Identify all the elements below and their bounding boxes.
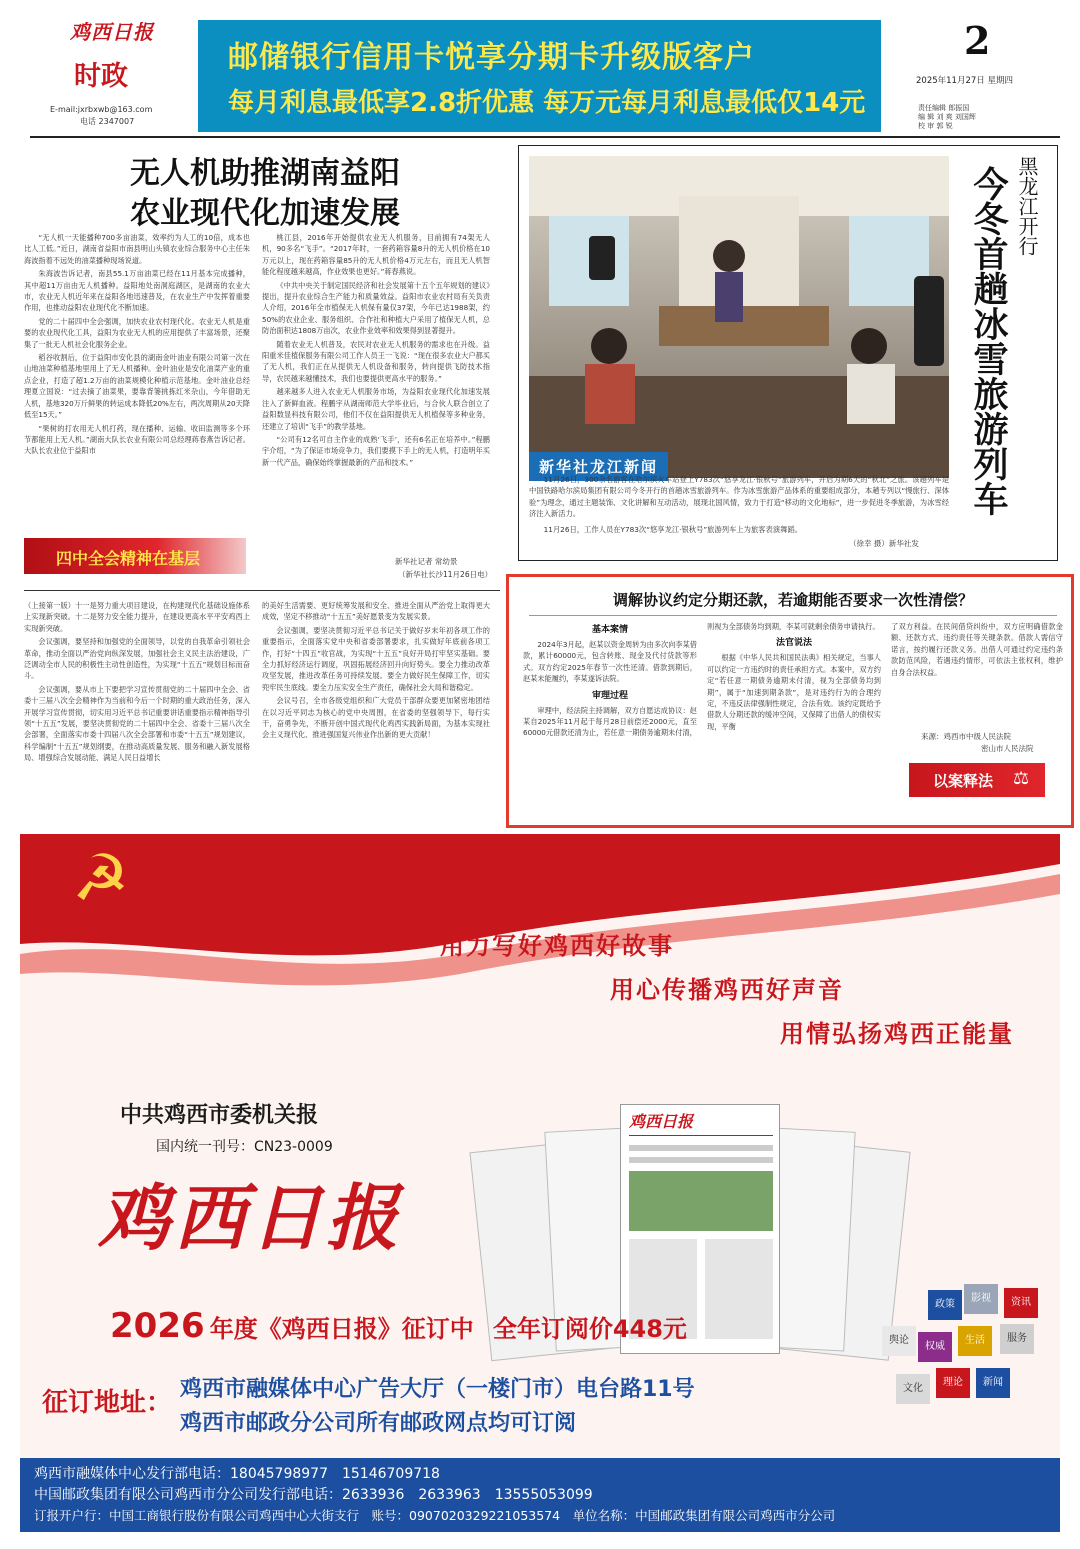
paragraph: 越来越多人进入农业无人机服务市场，为益阳农业现代化加速发展注入了新鲜血液。程鹏宇从湖南师范大学毕业后，与合伙人联合创立了益阳数显科技有限公司，他们不仅在益阳提供无人机植保等多种业务，还建立了培训“飞手”的教学基地。: [262, 387, 490, 431]
footer-line-3: 订报开户行：中国工商银行股份有限公司鸡西中心大街支行 账号：0907020329221053574 单位名称：中国邮政集团有限公司鸡西市分公司: [34, 1508, 836, 1523]
cube-tile: 政策: [928, 1290, 962, 1320]
cube-tile: 权威: [918, 1332, 952, 1362]
article1-column-2: [262, 232, 490, 554]
banner-label: 四中全会精神在基层: [56, 549, 201, 568]
legal-column-1: [523, 621, 697, 821]
train-interior-image: [529, 156, 949, 478]
address-line-1: 鸡西市融媒体中心广告大厅（一楼门市）电台路11号: [180, 1377, 695, 1402]
legal-headline-rule: [529, 615, 1057, 616]
article1-column-1: [24, 232, 250, 532]
paragraph: 桃江县，2016年开始提供农业无人机服务，目前拥有74架无人机，90多名“飞手”。“2017年时，一套药箱容量8升的无人机价格在10万元以上，现在药箱容量85升的无人机价格4万元左右，而且无人机智能化程度越来越高，作业效果也更好。”蒋春燕说。: [262, 233, 490, 277]
article2-column-2: [262, 600, 490, 820]
newspaper-stack: [470, 1104, 900, 1404]
article1-dateline: （新华社长沙11月26日电）: [398, 570, 493, 579]
paragraph: 会议强调，要坚决贯彻习近平总书记关于做好岁末年初各项工作的重要指示，全面落实党中央和省委部署要求，扎实做好年底前各项工作，打好“十四五”收官战，为实现“十五五”良好开局打牢坚实基础。要全力抓好经济运行调度，巩固拓展经济回升向好势头。要全力推动改革攻坚发展，推进改革任务可持续发展。要全力做好民生保障工作，切实兜牢民生底线。要全力压实安全生产责任，确保社会大局和谐稳定。: [262, 625, 490, 692]
article1-byline: 新华社记者 常幼景: [395, 557, 458, 566]
masthead-email: E-mail:jxrbxwb@163.com: [50, 105, 153, 114]
paragraph: 的美好生活需要、更好统筹发展和安全、推进全面从严治党上取得更大成效，坚定不移推动“十五五”美好愿景变为发展实景。: [262, 601, 490, 622]
paragraph: “公司有12名可自主作业的成熟‘飞手’，还有6名正在培养中。”程鹏宇介绍，“为了保证市场竞争力，我们要摸下手上的无人机，打造明年买新一代产品，确保始终掌握最新的产品和技术。”: [262, 434, 490, 467]
paragraph: 稻谷收割后，位于益阳市安化县的湖南金叶油业有限公司第一次在山地油菜种植基地里用上了无人机播种。金叶油业是安化油菜产业的重点企业，打造了超1.2万亩的油菜规模化种植示范基地。金叶油业总经理夏立国说：“过去摘了油菜果，要靠背篓挑拣红米杂山，今年借助无人机，基地320万斤鲜果的转运成本降低20%左右，两次周期从20天降低至15天。”: [24, 353, 250, 420]
paragraph: 会议号召，全市各级党组织和广大党员干部群众要更加紧密地团结在以习近平同志为核心的党中央周围，在省委的坚强领导下，每行实干，奋勇争先，不断开创中国式现代化鸡西实践新局面，为基本实现社会主义现代化、推进强国复兴伟业作出新的更大贡献！: [262, 696, 490, 740]
paragraph: 根据《中华人民共和国民法典》相关规定，当事人可以约定一方违约时的责任承担方式。本案中，双方约定“若任意一期债务逾期未付清，视为全部债务均到期”，属于“加速到期条款”，是对违约行为的合理约定，不违反法律强制性规定，合法有效。该约定既给予借款人分期还款的缓冲空间，又保障了出借人的债权实现，平衡: [707, 653, 881, 731]
paragraph: 2024年3月起，赵某以资金周转为由多次向李某借款，累计60000元，包含转账、现金及代付货款等形式。双方约定2025年春节一次性还清。借款到期后，赵某未能履约，李某遂诉法院。: [523, 640, 697, 684]
cube-tile: 影视: [964, 1284, 998, 1314]
cube-tile: 服务: [1000, 1324, 1034, 1354]
paragraph: （上接第一版）十一是努力重大项目建设，在构建现代化基础设施体系上实现新突破。十二是努力安全能力提升，在建设更高水平平安鸡西上实现新突破。: [24, 601, 250, 633]
ad-banner[interactable]: [198, 20, 881, 132]
section-title: 法官说法: [775, 638, 812, 649]
paragraph: 会议强调，要从市上下要把学习宣传贯彻党的二十届四中全会、省委十三届八次全会精神作为当前和今后一个时期的重大政治任务，深入开展学习宣传贯彻，切实用习近平总书记重要讲话重要指示精神指导引领“十五五”发展，要坚决贯彻党的二十届四中全会、省委十三届八次全会部署，全面落实市委十四届八次全会部署和市委“十五五”规划建议，科学编制“十五五”规划纲要，在推动高质量发展、服务和融入新发展格局、增强综合发展动能、满足人民日益增长: [24, 684, 250, 763]
section-title: 审理过程: [591, 690, 628, 701]
article2-rule: [24, 590, 500, 591]
cube-tile: 文化: [896, 1374, 930, 1404]
address-line-2: 鸡西市邮政分公司所有邮政网点均可订阅: [180, 1411, 577, 1436]
article1-headline: [105, 154, 425, 234]
footer-line-2: 中国邮政集团有限公司鸡西市分公司发行部电话：2633936 2633963 13555053099: [34, 1487, 593, 1503]
subscribe-price: 全年订阅价448元: [492, 1315, 687, 1343]
promo-org: 中共鸡西市委机关报: [120, 1103, 319, 1128]
legal-box: [506, 574, 1074, 828]
paragraph: 《中共中央关于制定国民经济和社会发展第十五个五年规划的建议》提出，提升农业综合生产能力和质量效益。益阳市农业农村局有关负责人介绍，2016年全市植保无人机保有量仅37架，今年已达1988架，约50%的农业企业、服务组织、合作社和种植大户采用了植保无人机，总防治面积达1808万亩次，农业作业效率和效果得到显著提升。: [262, 280, 490, 336]
media-cube: [872, 1284, 1052, 1444]
photo-source-label: 新华社龙江新闻: [529, 452, 668, 481]
issue-date: 2025年11月27日 星期四: [916, 76, 1013, 86]
legal-headline: 调解协议约定分期还款，若逾期能否要求一次性清偿？: [612, 591, 973, 609]
page-number: 2: [964, 18, 991, 63]
masthead-phone: 电话 2347007: [80, 117, 135, 126]
paragraph: 则视为全部债务均到期，李某可就剩余债务申请执行。: [707, 622, 880, 631]
headline-line-1: 无人机助推湖南益阳: [130, 156, 400, 191]
paragraph: 会议强调，要坚持和加强党的全面领导，以党的自我革命引领社会革命，推动全面以严治党向纵深发展，加强社会主义民主法治建设，广泛调动全市人民的积极性主动性创造性，为实现“十五五”规划目标而奋斗。: [24, 637, 250, 681]
paragraph: 了双方利益。在民间借贷纠纷中，双方应明确借款金额、还款方式、违约责任等关键条款。借款人需信守诺言，按约履行还款义务。出借人可通过约定违约条款防范风险，若遇违约情形，可依法主张权利，维护自身合法权益。: [891, 622, 1063, 677]
masthead-rule: [30, 136, 1060, 138]
badge-label: 以案释法: [933, 772, 994, 790]
address-label: 征订地址：: [42, 1388, 173, 1418]
editor-list: [918, 104, 1058, 131]
editor-line: 责任编辑 郎振国: [918, 104, 970, 112]
subscribe-year: 2026: [110, 1306, 205, 1346]
slogan-2: 用心传播鸡西好声音: [610, 976, 844, 1004]
photo-story-title: 今冬首趟冰雪旅游列车: [968, 166, 1009, 516]
headline-line-2: 农业现代化加速发展: [130, 196, 400, 231]
cube-tile: 理论: [936, 1368, 970, 1398]
section-title: 时政: [74, 61, 128, 92]
paragraph: 随着农业无人机普及，农民对农业无人机服务的需求也在升级。益阳重米佳植保服务有限公司工作人员王一飞说：“现在很多农业大户都买了无人机，我们正在从提供无人机设备和服务，转向提供飞防技术指导，农民越来越懂技术，我们也要提供更高水平的服务。”: [262, 339, 490, 383]
cube-tile: 资讯: [1004, 1288, 1038, 1318]
legal-source-1: 来源：鸡西市中级人民法院: [921, 732, 1011, 741]
legal-column-2: [707, 621, 881, 821]
article2-column-1: [24, 600, 250, 820]
paragraph: “无人机一天能播种700多亩油菜，效率约为人工的10倍，成本也比人工低。”近日，湖南省益阳市南县明山头镇农业综合服务中心主任朱海波指着不远处的油菜播种现场说道。: [24, 233, 250, 265]
footer-bar: [20, 1458, 1060, 1532]
promo-paper-name: 鸡西日报: [98, 1175, 403, 1260]
footer-line-1: 鸡西市融媒体中心发行部电话：18045798977 15146709718: [34, 1466, 440, 1482]
paragraph: 朱海波告诉记者，南县55.1万亩油菜已经在11月基本完成播种，其中超11万亩由无人机播种。益阳地处南洞庭湖区，是湖南的农业大市，农业无人机近年来在益阳各地迅速普及，在农业生产中发挥着重要作用，也推动益阳农业现代化不断加速。: [24, 269, 250, 313]
slogan-1: 用力写好鸡西好故事: [440, 932, 674, 960]
cube-tile: 生活: [958, 1326, 992, 1356]
subscribe-text: 年度《鸡西日报》征订中: [209, 1315, 474, 1343]
legal-badge: [909, 763, 1045, 797]
legal-source-2: 密山市人民法院: [981, 744, 1034, 753]
mini-masthead: 鸡西日报: [629, 1112, 694, 1131]
slogan-3: 用情弘扬鸡西正能量: [780, 1020, 1014, 1048]
section-title: 基本案情: [591, 625, 628, 635]
editor-line: 校 审 郭 锐: [918, 122, 953, 130]
party-emblem-icon: ☭: [72, 842, 130, 916]
subscribe-line: [110, 1306, 687, 1346]
scales-icon: ⚖: [1013, 768, 1030, 789]
photo-story: [518, 145, 1058, 561]
paragraph: 党的二十届四中全会强调，加快农业农村现代化。农业无人机是重要的农业现代化工具，益阳为农业无人机的应用提供了丰富场景，还聚集了一批无人机社会化服务企业。: [24, 316, 250, 349]
ad-line-1: 邮储银行信用卡悦享分期卡升级版客户: [228, 40, 755, 75]
paragraph: “果树的打农用无人机打药，现在播种、运输、收田监测等多个环节都能用上无人机。”湖南大队长农业有限公司总经理蒋春燕告诉记者。大队长农业位于益阳市: [24, 423, 250, 456]
ad-line-2: 每月利息最低享2.8折优惠 每万元每月利息最低仅14元: [228, 88, 866, 118]
photo-story-caption: 11月26日，工作人员在Y783次“悠享龙江·银秋号”旅游列车上为旅客表演舞蹈。: [543, 525, 803, 534]
masthead: [30, 14, 1060, 132]
paragraph: 审理中，经法院主持调解，双方自愿达成协议：赵某自2025年11月起于每月28日前偿还2000元，直至60000元借款还清为止，若任意一期债务逾期未付清，: [523, 705, 697, 738]
editor-line: 编 辑 刘 爽 刘国辉: [918, 113, 976, 121]
photo-story-kicker: 黑龙江开行: [1015, 156, 1039, 256]
cube-tile: 新闻: [976, 1368, 1010, 1398]
promo-area: [20, 834, 1060, 1458]
section-banner: [24, 538, 246, 574]
photo-credit: （徐幸 摄）新华社发: [849, 539, 919, 548]
masthead-logo: 鸡西日报: [70, 20, 154, 44]
promo-issn: 国内统一刊号：CN23-0009: [156, 1139, 333, 1155]
photo-story-body: 11月26日，300余名游客在哈尔滨火车站登上Y783次“悠享龙江·银秋号”旅游列车，开启为期6天的“秋北”之旅。该趟列车是中国铁路哈尔滨局集团有限公司今冬开行的首趟冰雪旅游列车。作为冰雪旅游产品体系的重要组成部分，本趟专列以“慢旅行、深体验”为理念，通过主题装饰、文化讲解和互动活动，展现北国风情，致力于打造“移动的文化地标”，进一步促进冬季旅游，为冰雪经济注入新活力。: [529, 475, 949, 519]
cube-tile: 舆论: [882, 1326, 916, 1356]
train-photo: [529, 156, 949, 478]
